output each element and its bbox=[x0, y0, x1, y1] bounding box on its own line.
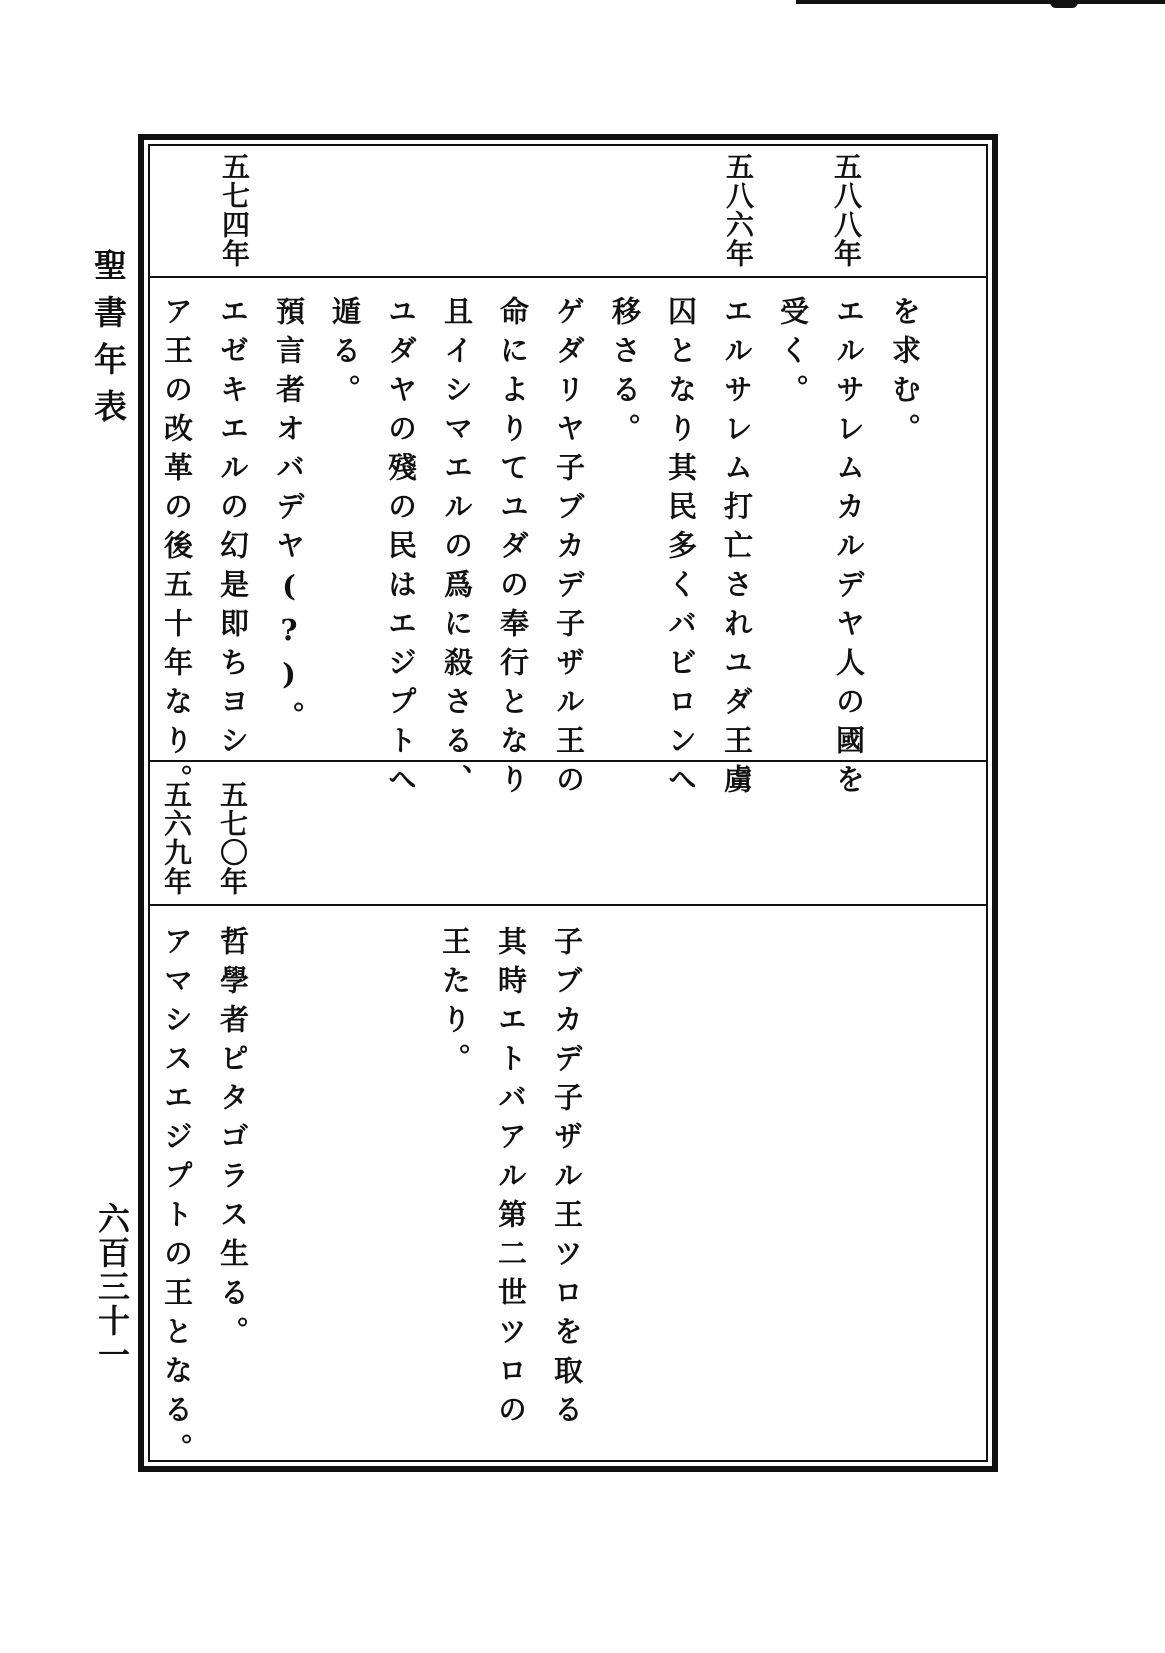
entry-line: ア王の改革の後五十年なり。 bbox=[160, 296, 194, 803]
year-label: 五七〇年 bbox=[216, 780, 249, 896]
entry-line: ユダヤの殘の民はエジプトへ bbox=[384, 296, 418, 803]
entry-line: 王たり。 bbox=[438, 926, 472, 1082]
entry-line: 哲學者ピタゴラス生る。 bbox=[216, 926, 250, 1355]
running-title: 聖書年表 bbox=[89, 248, 128, 436]
top-rule bbox=[796, 0, 1165, 4]
entry-line: エゼキエルの幻是即ちヨシ bbox=[216, 296, 250, 764]
year-label: 五六九年 bbox=[160, 780, 193, 896]
entry-line: 其時エトバアル第二世ツロの bbox=[494, 926, 528, 1433]
entry-line: 子ブカデ子ザル王ツロを取る bbox=[550, 926, 584, 1433]
top-ink-mark bbox=[1050, 0, 1078, 8]
entry-line: を求む。 bbox=[888, 296, 922, 452]
entry-line: 移さる。 bbox=[608, 296, 642, 452]
entry-line: 且イシマエルの爲に殺さる、 bbox=[440, 296, 474, 803]
row-divider bbox=[150, 276, 986, 278]
year-label: 五八六年 bbox=[722, 152, 755, 268]
year-label: 五七四年 bbox=[218, 152, 251, 268]
entry-line: エルサレムカルデヤ人の國を bbox=[832, 296, 866, 803]
entry-line: 命によりてユダの奉行となり bbox=[496, 296, 530, 803]
entry-line: エルサレム打亡されユダ王虜 bbox=[720, 296, 754, 803]
year-label: 五八八年 bbox=[830, 152, 863, 268]
entry-line: 遁る。 bbox=[328, 296, 362, 413]
row-divider bbox=[150, 904, 986, 906]
entry-line: 預言者オバデヤ(?)。 bbox=[272, 296, 306, 740]
entry-line: 囚となり其民多くバビロンへ bbox=[664, 296, 698, 803]
entry-line: 受く。 bbox=[776, 296, 810, 413]
page-number: 六百三十一 bbox=[93, 1202, 131, 1372]
entry-line: ゲダリヤ子ブカデ子ザル王の bbox=[552, 296, 586, 803]
entry-line: アマシスエジプトの王となる。 bbox=[160, 926, 194, 1472]
